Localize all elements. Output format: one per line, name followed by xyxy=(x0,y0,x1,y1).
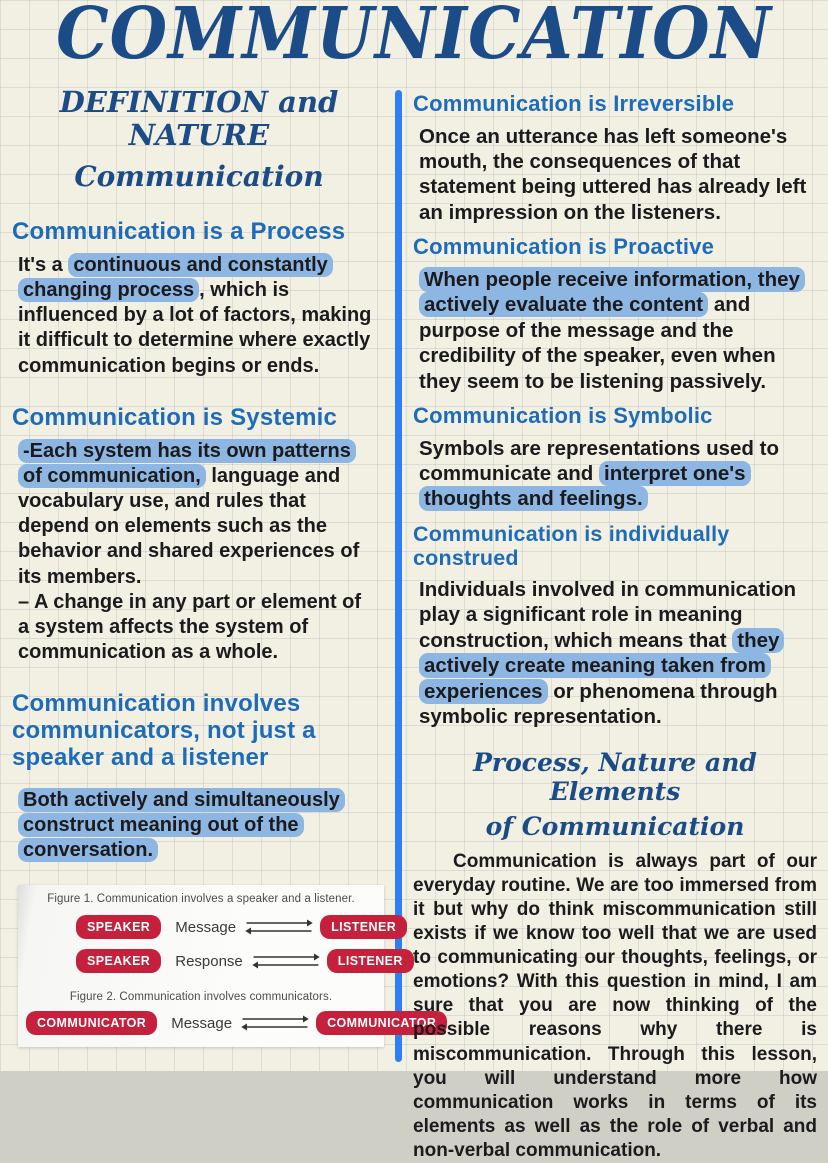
text-segment: Individuals involved in communication play a significant role in meaning construction, which means that xyxy=(419,577,797,652)
figure-row-speaker-message xyxy=(24,915,397,939)
text-segment: It's a xyxy=(18,253,69,276)
figure-image xyxy=(18,885,437,1047)
section-header-individually-construed: Communication is individually construed xyxy=(413,521,730,570)
section-body-individually-construed xyxy=(413,577,817,729)
section-body-process xyxy=(12,253,374,379)
figure-2-caption: Figure 2. Communication involves communicators. xyxy=(69,991,333,1004)
two-way-arrow-icon xyxy=(251,952,321,970)
message-label: Message xyxy=(175,918,237,936)
highlighted-text: continuous and constantly changing process xyxy=(18,253,333,302)
highlighted-text: they actively create meaning taken from experiences xyxy=(419,628,784,704)
section-header-proactive: Communication is Proactive xyxy=(413,234,715,260)
section-header-systemic: Communication is Systemic xyxy=(12,403,338,431)
message-label: Message xyxy=(171,1014,233,1032)
figure-1-caption: Figure 1. Communication involves a speaker and a listener. xyxy=(47,893,355,906)
left-script-heading: DEFINITION and NATURE xyxy=(59,85,339,153)
highlighted-text: -Each system has its own patterns of communication, xyxy=(18,439,356,488)
section-body-communicators xyxy=(12,788,374,864)
speaker-pill: SPEAKER xyxy=(76,915,161,939)
two-way-arrow-icon xyxy=(244,918,314,936)
section-body-proactive xyxy=(413,267,817,394)
left-script-subheading: Communication xyxy=(74,159,324,193)
right-script-heading-line1: Process, Nature and Elements xyxy=(473,748,757,807)
right-column xyxy=(413,86,817,1163)
highlighted-text: Both actively and simultaneously construct meaning out of the conversation. xyxy=(18,788,345,862)
highlighted-text: When people receive information, they actively evaluate the content xyxy=(419,267,805,317)
left-column xyxy=(12,85,437,1047)
section-header-irreversible: Communication is Irreversible xyxy=(413,91,735,116)
section-header-process: Communication is a Process xyxy=(12,217,346,245)
text-segment: or phenomena through symbolic representation. xyxy=(419,679,778,728)
section-body-systemic xyxy=(12,439,374,666)
page-title: COMMUNICATION xyxy=(56,0,772,76)
figure-row-communicators xyxy=(24,1011,437,1035)
text-segment: Once an utterance has left someone's mouth, the consequences of that statement being uttered has already left an impression on the listeners. xyxy=(419,124,807,224)
text-segment: Symbols are representations used to communicate and xyxy=(419,436,780,485)
text-segment: language and vocabulary use, and rules that depend on elements such as the behavior and shared experiences of its members. – A change in any part or element of a system affects the system of communication as a whole. xyxy=(18,464,362,664)
right-script-heading-line2: of Communication xyxy=(485,811,745,841)
listener-pill: LISTENER xyxy=(320,915,407,939)
highlighted-text: interpret one's thoughts and feelings. xyxy=(419,461,751,511)
speaker-pill: SPEAKER xyxy=(76,949,161,973)
two-way-arrow-icon xyxy=(240,1014,310,1032)
figure-row-speaker-response xyxy=(24,949,403,973)
closing-paragraph: Communication is always part of our everyday routine. We are too immersed from it but why do think miscommunication still exists if we know too well that we are used to communicating our thoughts, feelings, or emotions? With this question in mind, I am sure that you are now thinking of the possible reasons why there is miscommunication. Through this lesson, you will understand more how communication works in terms of its elements as well as the role of verbal and non-verbal communication. xyxy=(413,850,817,1162)
listener-pill: LISTENER xyxy=(327,949,414,973)
section-header-communicators: Communication involves communicators, not just a speaker and a listener xyxy=(12,690,316,771)
communicator-pill: COMMUNICATOR xyxy=(316,1011,447,1035)
section-header-symbolic: Communication is Symbolic xyxy=(413,402,713,428)
text-segment: , which is influenced by a lot of factors, making it difficult to determine where exactly communication begins or ends. xyxy=(18,278,372,377)
response-label: Response xyxy=(175,952,243,970)
section-body-irreversible xyxy=(413,124,817,226)
text-segment: and purpose of the message and the credibility of the speaker, even when they seem to be listening passively. xyxy=(419,293,776,393)
communicator-pill: COMMUNICATOR xyxy=(26,1011,157,1035)
section-body-symbolic xyxy=(413,436,817,512)
